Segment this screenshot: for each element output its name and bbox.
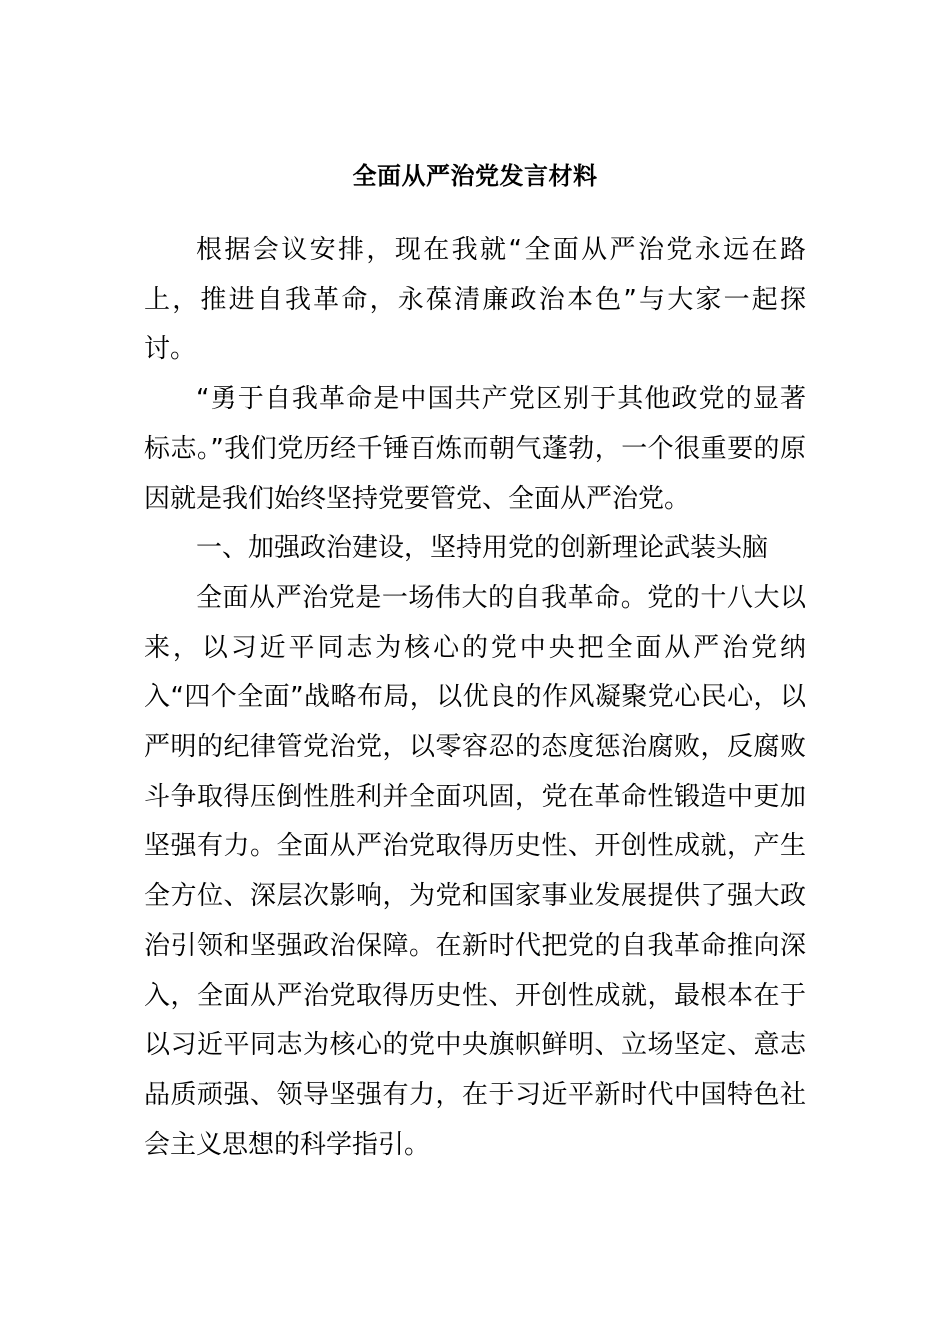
document-title: 全面从严治党发言材料	[352, 162, 598, 190]
paragraph-section-1: 全面从严治党是一场伟大的自我革命。党的十八大以来，以习近平同志为核心的党中央把全面从严治党纳入“四个全面”战略布局，以优良的作风凝聚党心民心，以严明的纪律管党治党，以零容忍的态度惩治腐败，反腐败斗争取得压倒性胜利并全面巩固，党在革命性锻造中更加坚强有力。全面从严治党取得历史性、开创性成就，产生全方位、深层次影响，为党和国家事业发展提供了强大政治引领和坚强政治保障。在新时代把党的自我革命推向深入，全面从严治党取得历史性、开创性成就，最根本在于以习近平同志为核心的党中央旗帜鲜明、立场坚定、意志品质顽强、领导坚强有力，在于习近平新时代中国特色社会主义思想的科学指引。	[144, 582, 806, 1160]
paragraph-quote: “勇于自我革命是中国共产党区别于其他政党的显著标志。”我们党历经千锤百炼而朝气蓬勃，一个很重要的原因就是我们始终坚持党要管党、全面从严治党。	[144, 384, 806, 514]
paragraph-intro: 根据会议安排，现在我就“全面从严治党永远在路上，推进自我革命，永葆清廉政治本色”与大家一起探讨。	[144, 235, 806, 365]
document-body	[144, 226, 806, 1170]
section-heading-1: 一、加强政治建设，坚持用党的创新理论武装头脑	[196, 533, 769, 564]
